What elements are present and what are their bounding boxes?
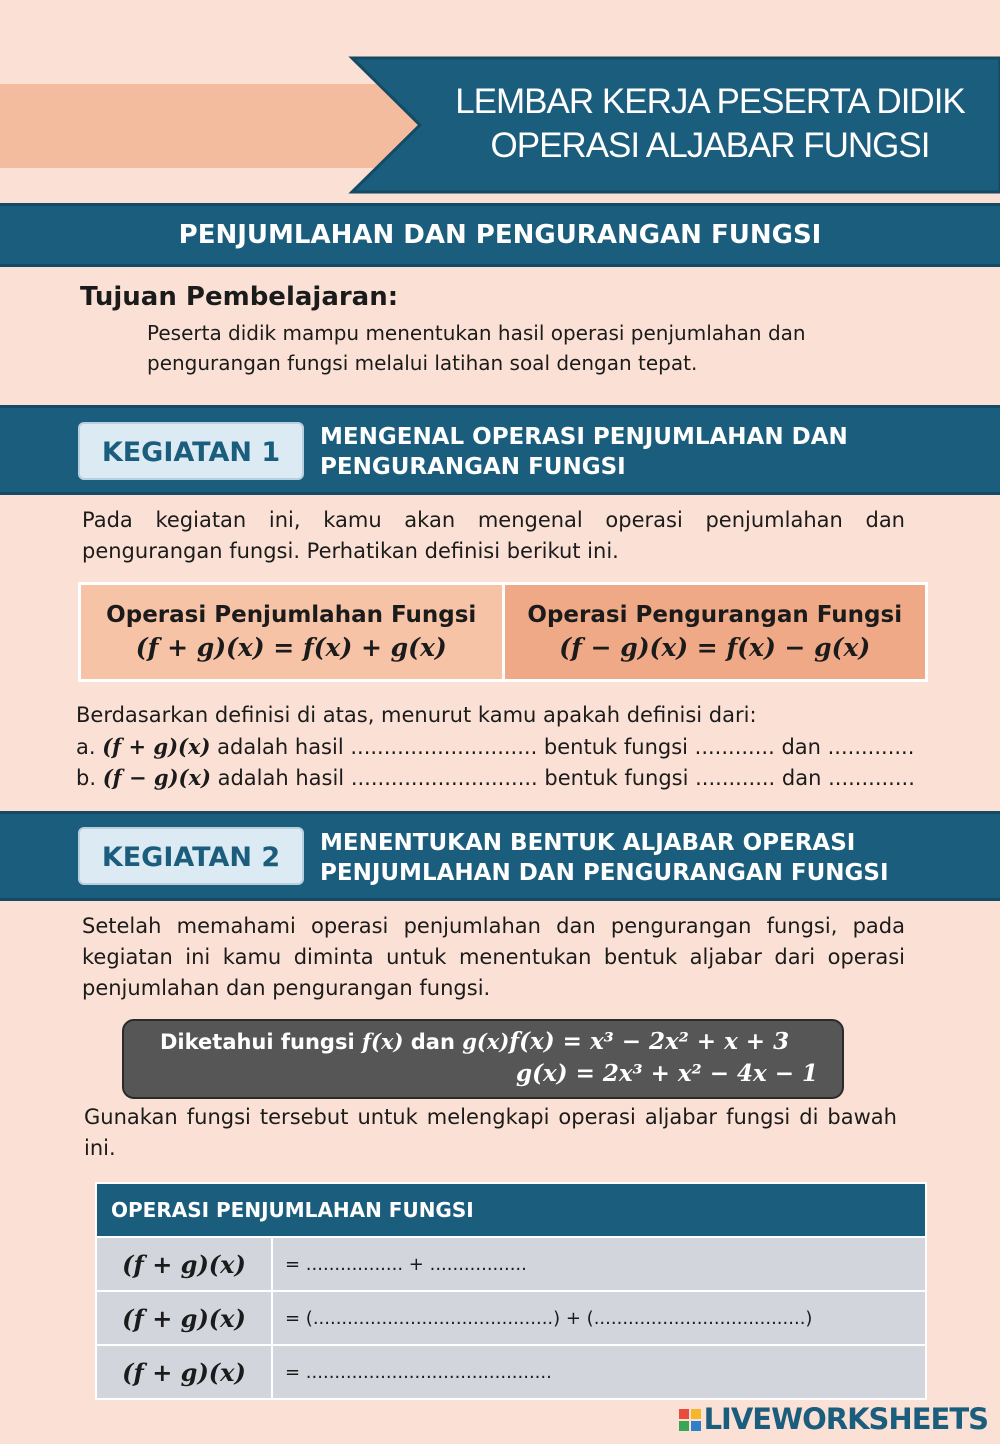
definition-addition-title: Operasi Penjumlahan Fungsi — [106, 602, 477, 628]
given-connector: dan — [410, 1030, 455, 1054]
brand-text: LIVEWORKSHEETS — [703, 1402, 988, 1436]
worksheet-title — [430, 80, 990, 168]
activity1-title — [320, 422, 980, 482]
given-f-definition: f(x) = x³ − 2x² + x + 3 — [509, 1028, 790, 1055]
title-line-2: OPERASI ALJABAR FUNGSI — [490, 126, 930, 165]
question-b-prefix: b. — [76, 766, 97, 790]
given-f-name: f(x) — [361, 1029, 404, 1054]
objective-text: Peserta didik mampu menentukan hasil operasi penjumlahan dan pengurangan fungsi melalui latihan soal dengan tepat. — [147, 321, 806, 375]
row-2-lhs: (f + g)(x) — [96, 1291, 272, 1345]
question-lead: Berdasarkan definisi di atas, menurut kamu apakah definisi dari: — [76, 703, 757, 727]
definition-subtraction — [505, 585, 926, 679]
table-row — [96, 1345, 926, 1399]
given-functions-box — [122, 1019, 844, 1099]
objective-heading: Tujuan Pembelajaran: — [80, 282, 399, 312]
activity2-label: KEGIATAN 2 — [78, 827, 304, 885]
activity2-intro: Setelah memahami operasi penjumlahan dan pengurangan fungsi, pada kegiatan ini kamu diminta untuk menentukan bentuk aljabar dari operasi penjumlahan dan pengurangan fungsi. — [82, 914, 905, 1000]
row-3-lhs: (f + g)(x) — [96, 1345, 272, 1399]
question-b-blank[interactable]: adalah hasil ............................ bentuk fungsi ............ dan ............. — [217, 766, 915, 790]
row-1-answer-blank[interactable]: = ................. + ................. — [272, 1237, 926, 1291]
liveworksheets-icon — [679, 1409, 701, 1431]
definition-addition-formula: (f + g)(x) = f(x) + g(x) — [135, 633, 447, 662]
given-g-name: g(x) — [462, 1029, 510, 1054]
activity1-intro: Pada kegiatan ini, kamu akan mengenal operasi penjumlahan dan pengurangan fungsi. Perhatikan definisi berikut ini. — [82, 508, 905, 563]
row-2-answer-blank[interactable]: = (..........................................) + (.....................................) — [272, 1291, 926, 1345]
table-row — [96, 1291, 926, 1345]
definition-subtraction-formula: (f − g)(x) = f(x) − g(x) — [559, 633, 871, 662]
activity1-label: KEGIATAN 1 — [78, 422, 304, 480]
question-a-prefix: a. — [76, 735, 96, 759]
row-1-lhs: (f + g)(x) — [96, 1237, 272, 1291]
operation-table-header: OPERASI PENJUMLAHAN FUNGSI — [96, 1183, 926, 1237]
given-lead: Diketahui fungsi — [160, 1030, 355, 1054]
given-line-1 — [160, 1025, 789, 1059]
definition-addition — [81, 585, 505, 679]
question-b-expr: (f − g)(x) — [102, 765, 211, 790]
activity2-title-line-2: PENJUMLAHAN DAN PENGURANGAN FUNGSI — [320, 860, 889, 886]
activity2-instruction: Gunakan fungsi tersebut untuk melengkapi operasi aljabar fungsi di bawah ini. — [84, 1105, 897, 1160]
liveworksheets-logo — [679, 1402, 988, 1436]
table-row — [96, 1237, 926, 1291]
activity1-title-line-1: MENGENAL OPERASI PENJUMLAHAN DAN — [320, 424, 848, 450]
title-line-1: LEMBAR KERJA PESERTA DIDIK — [455, 82, 965, 121]
activity2-title-line-1: MENENTUKAN BENTUK ALJABAR OPERASI — [320, 830, 856, 856]
question-a — [76, 731, 914, 763]
activity2-title — [320, 828, 980, 888]
row-3-answer-blank[interactable]: = ........................................... — [272, 1345, 926, 1399]
question-a-expr: (f + g)(x) — [102, 734, 211, 759]
question-a-blank[interactable]: adalah hasil ............................ bentuk fungsi ............ dan ............. — [217, 735, 915, 759]
addition-operation-table — [95, 1182, 927, 1400]
section-title: PENJUMLAHAN DAN PENGURANGAN FUNGSI — [178, 220, 822, 250]
definition-table — [78, 582, 928, 682]
activity1-title-line-2: PENGURANGAN FUNGSI — [320, 454, 626, 480]
given-g-definition: g(x) = 2x³ + x² − 4x − 1 — [516, 1060, 818, 1087]
definition-subtraction-title: Operasi Pengurangan Fungsi — [527, 602, 903, 628]
question-b — [76, 762, 915, 794]
